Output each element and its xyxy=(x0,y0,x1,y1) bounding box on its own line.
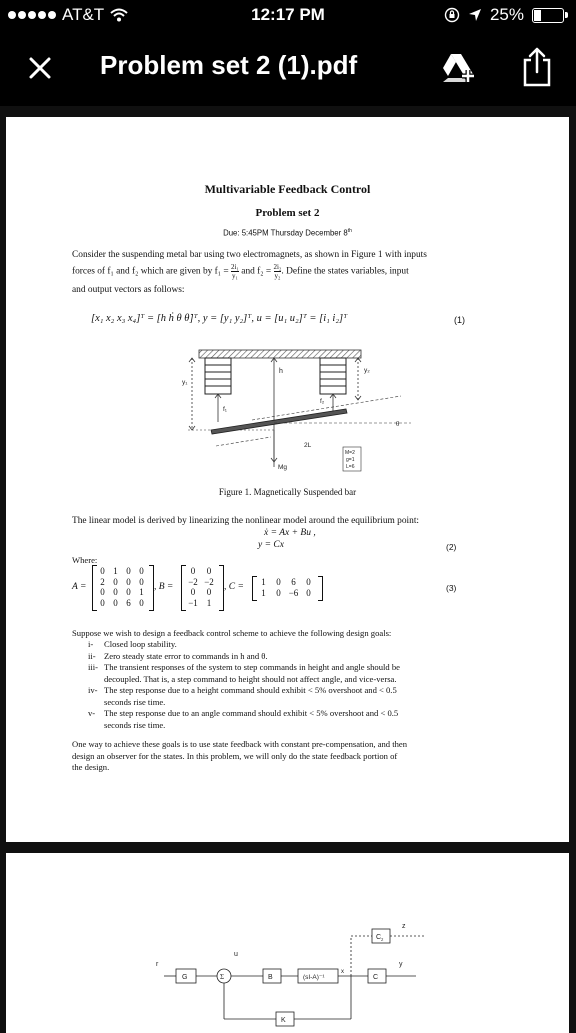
pdf-page-1 xyxy=(6,117,569,842)
matrix-B-cell: 1 xyxy=(206,597,212,608)
figure-caption: Figure 1. Magnetically Suspended bar xyxy=(218,487,357,497)
signal-strength-icon xyxy=(8,11,56,19)
goal-item xyxy=(72,639,542,651)
param-M: M=2 xyxy=(345,450,355,456)
goal-item xyxy=(72,651,542,663)
wifi-icon xyxy=(110,8,128,22)
clock: 12:17 PM xyxy=(251,5,325,24)
label-f2: f₂ xyxy=(320,398,325,405)
design-goals-list xyxy=(72,639,542,731)
label-h: h xyxy=(279,368,283,375)
param-g: g=1 xyxy=(346,457,355,463)
matrix-C-cell: −6 xyxy=(288,587,299,598)
block-C-label: C xyxy=(373,974,379,981)
share-button[interactable] xyxy=(520,46,554,88)
intro-line-1: Consider the suspending metal bar using two electromagnets, as shown in Figure 1 with inputs xyxy=(72,250,427,260)
signal-r: r xyxy=(156,961,159,968)
equation-2a: ẋ = Ax + Bu , xyxy=(264,528,316,538)
label-f1: f₁ xyxy=(223,406,227,413)
matrix-B-cell: 0 xyxy=(190,566,196,576)
ceiling-support xyxy=(199,350,361,358)
course-title: Multivariable Feedback Control xyxy=(204,182,371,196)
figure-1-diagram xyxy=(6,342,569,482)
matrix-C-cell: 0 xyxy=(306,577,311,587)
matrix-A-cell: 0 xyxy=(126,587,131,597)
block-B-label: B xyxy=(268,974,273,981)
matrix-C xyxy=(256,577,316,598)
label-Mg: Mg xyxy=(278,464,288,471)
matrix-A-cell: 6 xyxy=(126,597,131,608)
goal-item xyxy=(72,685,542,708)
signal-y: y xyxy=(399,961,403,968)
goal-number: i- xyxy=(88,639,94,649)
matrix-A-cell: 2 xyxy=(100,576,105,587)
equation-1: [x₁ x₂ x₃ x₄]ᵀ = [h ḣ θ θ̇]ᵀ, y = [y₁ y₂]ᵀ, u = [u₁ u₂]ᵀ = [i₁ i₂]ᵀ xyxy=(91,313,348,324)
matrix-C-cell: 0 xyxy=(276,587,281,598)
due-date: Due: 5:45PM Thursday December 8th xyxy=(223,228,352,238)
matrix-A-label: A = xyxy=(72,582,87,592)
matrix-A-cell: 0 xyxy=(126,576,131,587)
sum-symbol: Σ xyxy=(220,973,225,981)
signal-x: x xyxy=(341,969,344,975)
matrix-C-cell: 0 xyxy=(306,587,311,598)
block-K-label: K xyxy=(281,1017,286,1024)
matrix-C-cell: 1 xyxy=(261,577,266,587)
goal-text: seconds rise time. xyxy=(104,719,166,730)
problem-set-title: Problem set 2 xyxy=(255,207,320,219)
signal-u: u xyxy=(234,951,238,958)
goal-text: decoupled. That is, a step command to height should not affect angle, and vice-versa. xyxy=(104,673,397,684)
location-arrow-icon xyxy=(468,8,482,22)
matrix-B-cell: −2 xyxy=(204,576,214,587)
linear-model-text: The linear model is derived by linearizing the nonlinear model around the equilibrium point: xyxy=(72,516,420,526)
closing-paragraph xyxy=(72,739,542,774)
matrix-B-cell: −1 xyxy=(188,597,198,608)
matrix-A-cell: 0 xyxy=(100,587,105,597)
matrix-B-cell: 0 xyxy=(206,566,212,576)
equation-2b: y = Cx xyxy=(258,540,284,550)
goal-number: iii- xyxy=(88,662,99,672)
matrix-A-cell: 0 xyxy=(139,597,144,608)
matrix-A-cell: 0 xyxy=(113,576,118,587)
goal-item xyxy=(72,662,542,685)
matrix-A-cell: 0 xyxy=(100,566,105,576)
matrix-C-label: , C = xyxy=(224,582,244,592)
matrix-A-cell: 1 xyxy=(139,587,144,597)
matrix-C-cell: 1 xyxy=(261,587,266,598)
metal-bar xyxy=(211,409,347,434)
matrix-A-cell: 0 xyxy=(113,587,118,597)
block-diagram xyxy=(6,853,569,1033)
matrix-A-cell: 1 xyxy=(113,566,118,576)
status-bar xyxy=(0,0,576,30)
equation-3-number: (3) xyxy=(446,583,457,593)
matrix-B-cell: 0 xyxy=(190,587,196,597)
block-Cz-label: $C_z$ xyxy=(376,934,384,942)
closing-line: the design. xyxy=(72,762,110,772)
matrix-C-cell: 6 xyxy=(291,577,296,587)
matrix-A-cell: 0 xyxy=(139,566,144,576)
goal-text: Closed loop stability. xyxy=(104,639,177,649)
goal-number: iv- xyxy=(88,685,98,695)
goal-number: v- xyxy=(88,708,96,718)
matrix-B xyxy=(185,566,217,608)
matrix-A xyxy=(96,566,148,608)
matrix-B-cell: 0 xyxy=(206,587,212,597)
matrix-B-label: , B = xyxy=(154,582,174,592)
right-electromagnet xyxy=(320,358,346,394)
matrix-A-cell: 0 xyxy=(113,597,118,608)
intro-line-3: and output vectors as follows: xyxy=(72,285,185,295)
matrix-C-cell: 0 xyxy=(276,577,281,587)
document-title: Problem set 2 (1).pdf xyxy=(100,50,358,80)
equation-1-number: (1) xyxy=(454,315,465,325)
label-y1: y₁ xyxy=(182,379,188,386)
goal-number: ii- xyxy=(88,650,96,661)
equation-2-number: (2) xyxy=(446,542,457,552)
intro-line-2: forces of f₁ and f₂ which are given by f₁ = $\frac{\text{2i₁}}{\text{y₁}}$ and f₂ = $\frac{\text{2i₂}}{\text{y₂}}$ . Define the states variables, input xyxy=(72,263,409,280)
signal-z: z xyxy=(402,923,406,930)
goal-item xyxy=(72,708,542,731)
label-y2: y₂ xyxy=(364,367,370,374)
matrix-A-cell: 0 xyxy=(100,597,105,608)
close-button[interactable] xyxy=(22,50,58,86)
document-header xyxy=(0,30,576,106)
where-label: Where: xyxy=(72,555,98,565)
closing-line: design an observer for the states. In this problem, we will only do the state feedback portion of xyxy=(72,750,398,761)
carrier-name: AT&T xyxy=(62,5,105,24)
left-electromagnet xyxy=(205,358,231,394)
label-theta: θ xyxy=(396,420,400,428)
goal-text: Zero steady state error to commands in h and θ. xyxy=(104,650,268,661)
matrix-A-cell: 0 xyxy=(126,566,131,576)
orientation-lock-icon xyxy=(444,7,460,23)
add-to-drive-button[interactable] xyxy=(438,50,478,86)
matrix-A-cell: 0 xyxy=(139,576,144,587)
battery-icon xyxy=(532,8,564,23)
block-G-label: G xyxy=(182,974,188,981)
goal-text: seconds rise time. xyxy=(104,696,166,707)
goal-text: The step response due to an angle command should exhibit < 5% overshoot and < 0.5 xyxy=(104,708,399,718)
closing-line: One way to achieve these goals is to use state feedback with constant pre-compensation, and then xyxy=(72,739,408,749)
pdf-page-2 xyxy=(6,853,569,1033)
goal-text: The step response due to a height command should exhibit < 5% overshoot and < 0.5 xyxy=(104,685,397,695)
goals-intro: Suppose we wish to design a feedback control scheme to achieve the following design goals: xyxy=(72,628,392,638)
matrix-B-cell: −2 xyxy=(188,576,198,587)
param-L: L=6 xyxy=(346,464,355,470)
battery-percent: 25% xyxy=(489,5,524,24)
label-2L: 2L xyxy=(304,442,312,449)
goal-text: The transient responses of the system to step commands in height and angle should be xyxy=(104,662,400,672)
block-integrator-label: (sI-A)⁻¹ xyxy=(303,974,325,981)
